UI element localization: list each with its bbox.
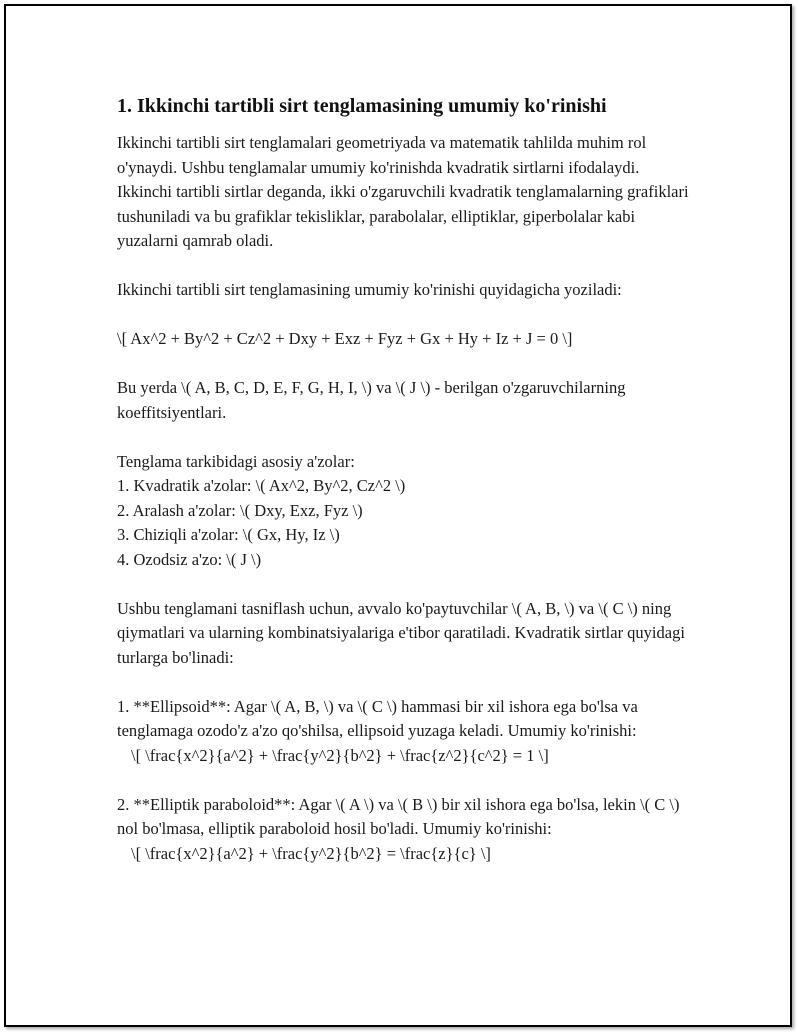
classification-intro: Ushbu tenglamani tasniflash uchun, avvalo ko'paytuvchilar \( A, B, \) va \( C \) ning qiymatlari va ularning kombinatsiyalariga e'tibor qaratiladi. Kvadratik sirtlar quyidagi turlarga bo'linadi: (117, 598, 685, 667)
term-item: 1. Kvadratik a'zolar: \( Ax^2, By^2, Cz^2 \) (117, 476, 406, 495)
type-description: 1. **Ellipsoid**: Agar \( A, B, \) va \( C \) hammasi bir xil ishora ega bo'lsa va tenglamaga ozodo'z a'zo qo'shilsa, ellipsoid yuzaga keladi. Umumiy ko'rinishi: (117, 696, 642, 740)
type-description: 2. **Elliptik paraboloid**: Agar \( A \) va \( B \) bir xil ishora ega bo'lsa, lekin \( C \) nol bo'lmasa, elliptik paraboloid hosil bo'ladi. Umumiy ko'rinishi: (117, 794, 684, 838)
type-formula: \[ \frac{x^2}{a^2} + \frac{y^2}{b^2} + \frac{z^2}{c^2} = 1 \] (131, 745, 549, 765)
intro-paragraph: Ikkinchi tartibli sirt tenglamalari geometriyada va matematik tahlilda muhim rol o'ynaydi. Ushbu tenglamalar umumiy ko'rinishda kvadratik sirtlarni ifodalaydi. Ikkinchi tartibli sirtlar deganda, ikki o'zgaruvchili kvadratik tenglamalarning grafiklari tushuniladi va bu grafiklar tekisliklar, parabolalar, elliptiklar, giperbolalar kabi yuzalarni qamrab oladi. (117, 133, 689, 250)
general-form-intro: Ikkinchi tartibli sirt tenglamasining umumiy ko'rinishi quyidagicha yoziladi: (117, 280, 622, 299)
term-item: 2. Aralash a'zolar: \( Dxy, Exz, Fyz \) (117, 500, 363, 520)
type-formula: \[ \frac{x^2}{a^2} + \frac{y^2}{b^2} = \frac{z}{c} \] (131, 843, 491, 863)
section-title: 1. Ikkinchi tartibli sirt tenglamasining umumiy ko'rinishi (117, 95, 607, 117)
terms-heading: Tenglama tarkibidagi asosiy a'zolar: (117, 451, 355, 471)
general-equation: \[ Ax^2 + By^2 + Cz^2 + Dxy + Exz + Fyz + Gx + Hy + Iz + J = 0 \] (117, 329, 573, 348)
term-item: 4. Ozodsiz a'zo: \( J \) (117, 549, 262, 569)
type-ellipsoid (117, 695, 697, 769)
document-content (117, 93, 697, 891)
type-elliptic-paraboloid (117, 793, 697, 867)
terms-list (117, 450, 697, 573)
term-item: 3. Chiziqli a'zolar: \( Gx, Hy, Iz \) (117, 525, 340, 544)
coefficients-note: Bu yerda \( A, B, C, D, E, F, G, H, I, \) va \( J \) - berilgan o'zgaruvchilarning koeffitsiyentlari. (117, 378, 626, 422)
